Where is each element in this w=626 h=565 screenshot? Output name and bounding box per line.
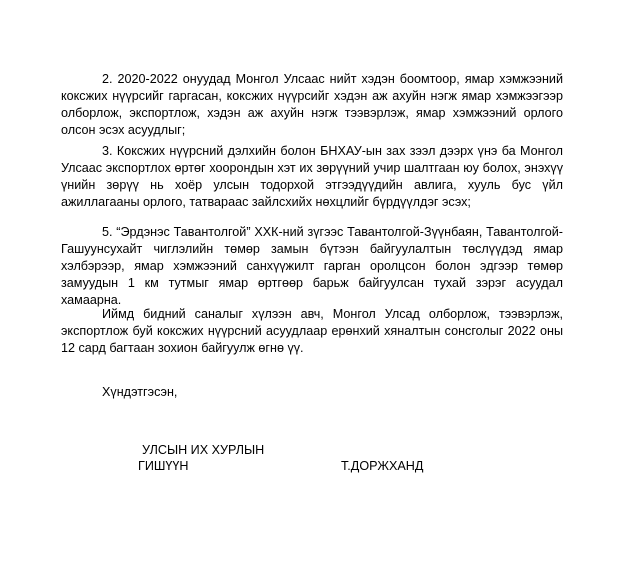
signature-title-line1: УЛСЫН ИХ ХУРЛЫН xyxy=(142,443,265,457)
closing-text: Хүндэтгэсэн, xyxy=(102,385,178,399)
signature-title-line2: ГИШҮҮН xyxy=(138,459,189,473)
paragraph-item-2: 2. 2020-2022 онуудад Монгол Улсаас нийт хэдэн боомтоор, ямар хэмжээний коксжих нүүрсийг гаргасан, коксжих нүүрсийг хэдэн аж ахуйн нэгж ямар хэмжээгээр олборлож, экспортлож, хэдэн аж ахуйн нэгж тээвэрлэж, ямар хэмжээний орлого олсон эсэх асуудлыг; xyxy=(61,72,563,137)
signature-name: Т.ДОРЖХАНД xyxy=(341,459,424,473)
paragraph-item-3: 3. Коксжих нүүрсний дэлхийн болон БНХАУ-ын зах зээл дээрх үнэ ба Монгол Улсаас экспортлох өртөг хоорондын хэт их зөрүүний учир шалтгаан юу болох, энэхүү үнийн зөрүү нь хоёр улсын тодорхой этгээдүүдийн авлига, хууль бус үйл ажиллагааны орлого, татвараас зайлсхийх нөхцлийг бүрдүүлдэг эсэх; xyxy=(61,144,563,209)
paragraph-item-5: 5. “Эрдэнэс Тавантолгой” ХХК-ний зүгээс Тавантолгой-Зүүнбаян, Тавантолгой-Гашуунсухайт чиглэлийн төмөр замын бүтээн байгуулалтын төслүүдэд ямар хэлбэрээр, ямар хэмжээний санхүүжилт гарган оролцсон болон эдгээр төмөр замуудын 1 км тутмыг ямар өртгөөр барьж байгуулсан тухай зэрэг асуудал хамаарна. xyxy=(61,225,563,307)
paragraph-request: Иймд бидний саналыг хүлээн авч, Монгол Улсад олборлож, тээвэрлэж, экспортлож буй коксжих нүүрсний асуудлаар ерөнхий хяналтын сонсголыг 2022 оны 12 сард багтаан зохион байгуулж өгнө үү. xyxy=(61,307,563,355)
